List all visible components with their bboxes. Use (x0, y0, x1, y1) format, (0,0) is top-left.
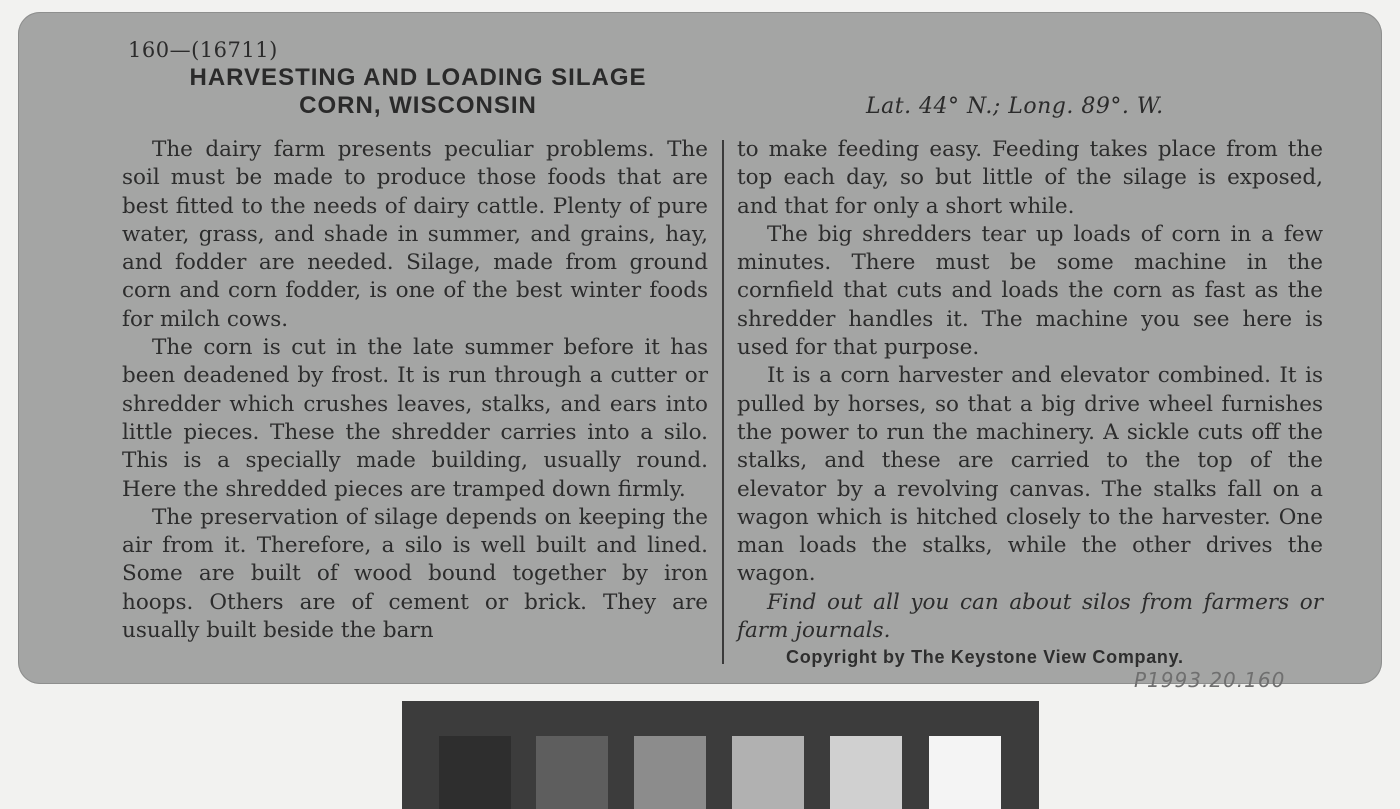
swatch-mid-gray (634, 736, 706, 809)
paragraph: The dairy farm presents peculiar problems. The soil must be made to produce those foods that are best fitted to the needs of dairy cattle. Plenty of pure water, grass, and shade in summer, and grains, hay, and fodder are needed. Silage, made from ground corn and corn fodder, is one of the best winter foods for milch cows. (122, 137, 708, 332)
paragraph: The corn is cut in the late summer before it has been deadened by frost. It is run through a cutter or shredder which crushes leaves, stalks, and ears into little pieces. These the shredder carries into a silo. This is a specially made building, usually round. Here the shredded pieces are tramped down firmly. (122, 335, 708, 502)
stereograph-card-back (18, 12, 1382, 692)
paragraph: It is a corn harvester and elevator combined. It is pulled by horses, so that a big drive wheel furnishes the power to run the machinery. A sickle cuts off the stalks, and these are carried to the top of the elevator by a revolving canvas. The stalks fall on a wagon which is hitched closely to the harvester. One man loads the stalks, while the other drives the wagon. (737, 363, 1323, 587)
paragraph: to make feeding easy. Feeding takes place from the top each day, so but little of the silage is exposed, and that for only a short while. (737, 137, 1323, 219)
swatch-dark-gray (536, 736, 608, 809)
paragraph: The preservation of silage depends on keeping the air from it. Therefore, a silo is well built and lined. Some are built of wood bound together by iron hoops. Others are of cement or brick. They are usually built beside the barn (122, 504, 708, 644)
right-text-column (737, 136, 1323, 645)
paragraph: The big shredders tear up loads of corn in a few minutes. There must be some machine in the cornfield that cuts and loads the corn as fast as the shredder handles it. The machine you see here is used for that purpose. (737, 221, 1323, 361)
card-number: 160—(16711) (128, 38, 278, 62)
swatch-pale-gray (830, 736, 902, 809)
title-line-1: HARVESTING AND LOADING SILAGE (189, 64, 647, 91)
copyright-line: Copyright by The Keystone View Company. (786, 647, 1184, 667)
column-divider (722, 140, 724, 664)
left-text-column (122, 136, 708, 645)
swatch-white (929, 736, 1001, 809)
swatch-black (439, 736, 511, 809)
coordinates: Lat. 44° N.; Long. 89°. W. (866, 94, 1164, 119)
swatch-light-gray (732, 736, 804, 809)
closing-note: Find out all you can about silos from farmers or farm journals. (737, 589, 1323, 644)
card-title (108, 64, 728, 120)
accession-number: P1993.20.160 (1134, 668, 1286, 692)
color-checker-strip (402, 701, 1039, 809)
title-line-2: CORN, WISCONSIN (299, 92, 537, 119)
